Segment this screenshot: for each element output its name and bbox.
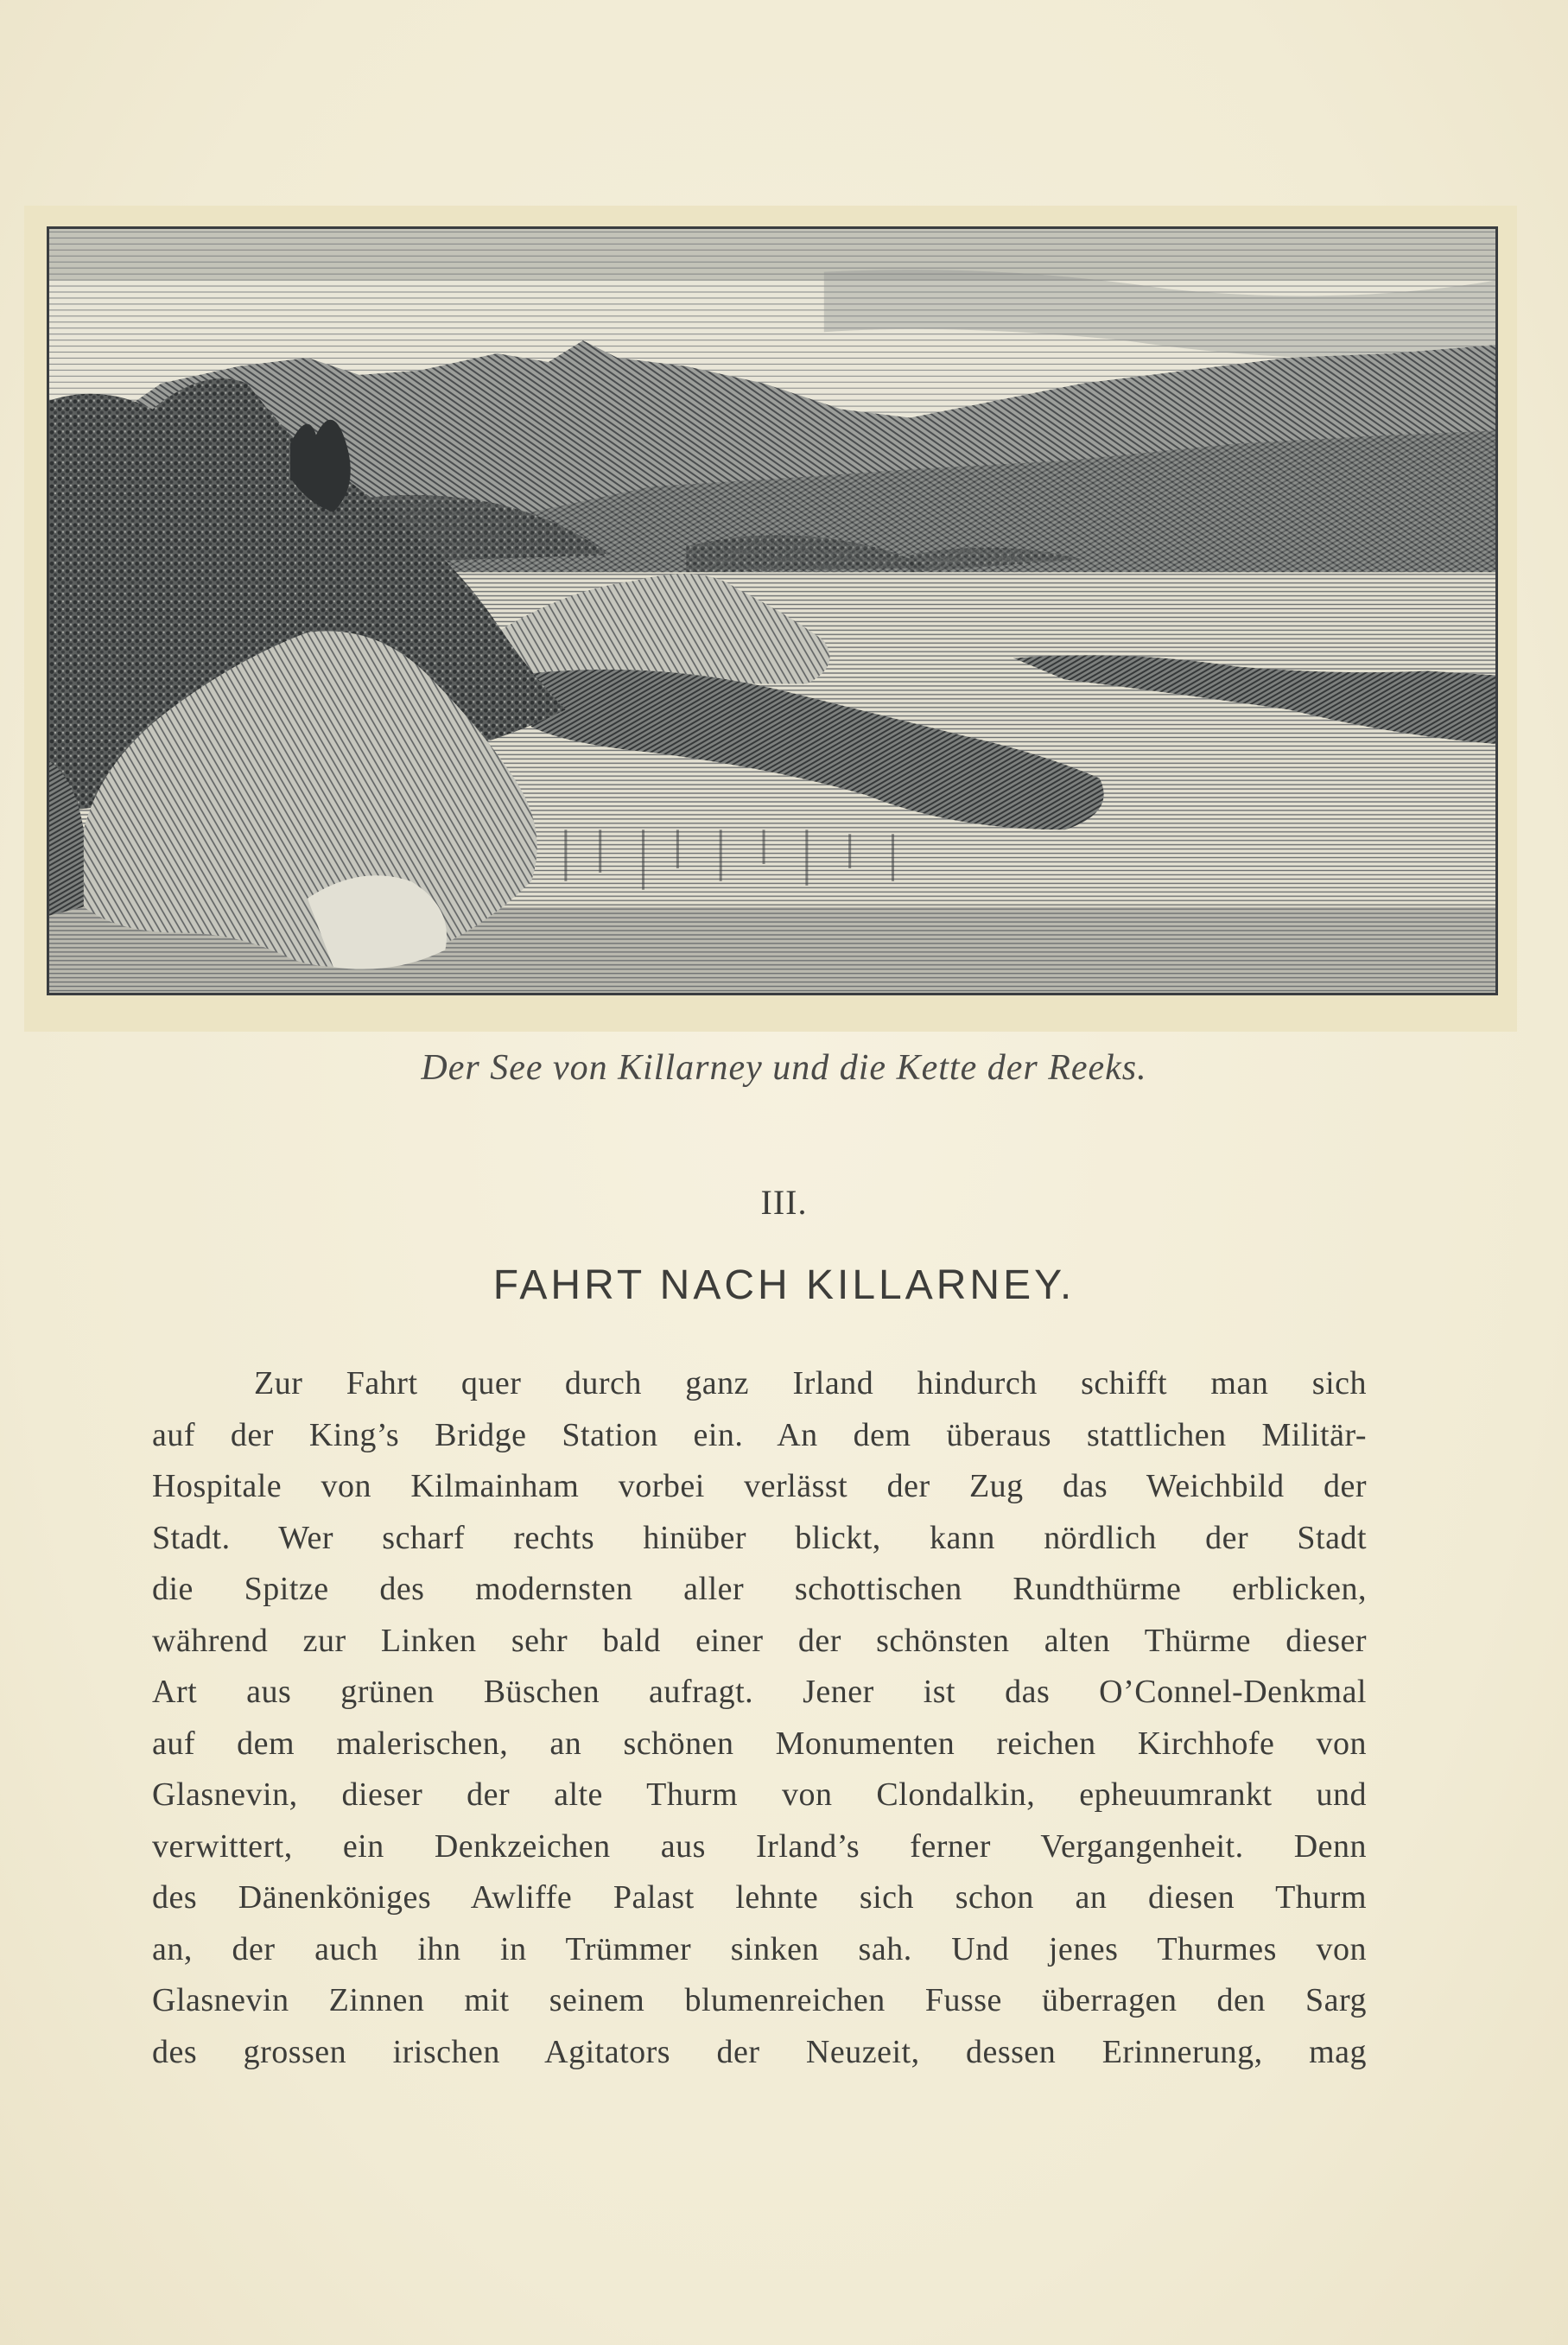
text-line: des Dänenköniges Awliffe Palast lehnte sich schon an diesen Thurm [152, 1879, 1367, 1916]
text-line: an, der auch ihn in Trümmer sinken sah. Und jenes Thurmes von [152, 1930, 1367, 1967]
text-line: Stadt. Wer scharf rechts hinüber blickt, kann nördlich der Stadt [152, 1519, 1367, 1556]
text-line: auf dem malerischen, an schönen Monumenten reichen Kirchhofe von [152, 1725, 1367, 1762]
body-paragraph [152, 1358, 1367, 2078]
text-line: während zur Linken sehr bald einer der schönsten alten Thürme dieser [152, 1622, 1367, 1659]
lake-landscape-engraving [47, 226, 1498, 995]
text-line: verwittert, ein Denkzeichen aus Irland’s ferner Vergangenheit. Denn [152, 1827, 1367, 1865]
chapter-number: III. [760, 1183, 808, 1222]
figure-caption: Der See von Killarney und die Kette der Reeks. [421, 1048, 1147, 1088]
text-line: Zur Fahrt quer durch ganz Irland hindurch schifft man sich [254, 1365, 1367, 1401]
text-line: Art aus grünen Büschen aufragt. Jener ist das O’Connel-Denkmal [152, 1674, 1367, 1710]
text-line: Glasnevin Zinnen mit seinem blumenreichen Fusse überragen den Sarg [152, 1982, 1367, 2018]
text-line: Glasnevin, dieser der alte Thurm von Clondalkin, epheuumrankt und [152, 1776, 1367, 1813]
text-line: die Spitze des modernsten aller schottischen Rundthürme erblicken, [152, 1571, 1367, 1607]
text-line: des grossen irischen Agitators der Neuzeit, dessen Erinnerung, mag [152, 2033, 1367, 2070]
chapter-title: FAHRT NACH KILLARNEY. [492, 1262, 1076, 1308]
lake-landscape-engraving-icon [49, 229, 1495, 993]
text-line: auf der King’s Bridge Station ein. An dem überaus stattlichen Militär- [152, 1416, 1367, 1453]
text-line: Hospitale von Kilmainham vorbei verlässt der Zug das Weichbild der [152, 1468, 1367, 1504]
